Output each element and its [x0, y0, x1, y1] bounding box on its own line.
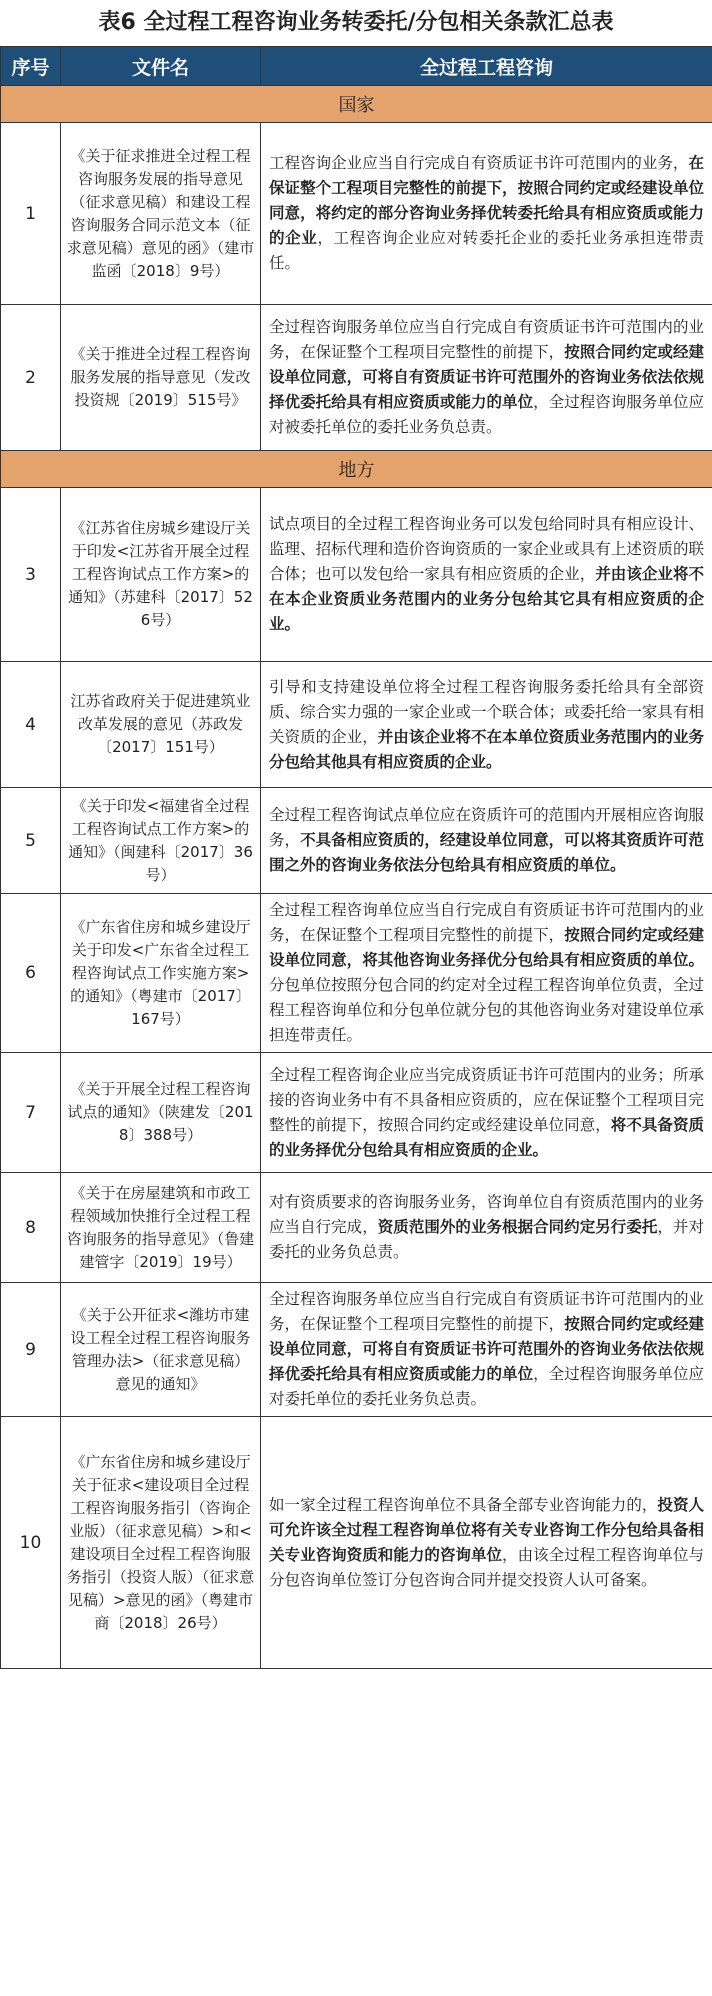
- clause-bold: 在保证整个工程项目完整性的前提下，按照合同约定或经建设单位同意，将约定的部分咨询业务择优转委托给具有相应资质或能力的企业: [269, 154, 704, 247]
- table-row: [1, 1283, 712, 1417]
- clause-normal: 全过程工程咨询企业应当完成资质证书许可范围内的业务；所承接的咨询业务中有不具备相应资质的，应在保证整个工程项目完整性的前提下，按照合同约定或经建设单位同意，: [269, 1065, 704, 1134]
- document-name: 《关于开展全过程工程咨询试点的通知》（陕建发〔2018〕388号）: [61, 1053, 261, 1173]
- row-number: 5: [1, 788, 61, 894]
- clause-bold: 不具备相应资质的，经建设单位同意，可以将其资质许可范围之外的咨询业务依法分包给具有相应资质的单位。: [269, 831, 704, 874]
- clause-text: [261, 788, 712, 894]
- clause-text: [261, 894, 712, 1053]
- row-number: 9: [1, 1283, 61, 1417]
- clause-text: [261, 662, 712, 788]
- clause-normal: ，工程咨询企业应对转委托企业的委托业务承担连带责任。: [269, 229, 704, 272]
- clause-text: [261, 1283, 712, 1417]
- clause-text: [261, 305, 712, 451]
- summary-table: [0, 46, 712, 1669]
- row-number: 3: [1, 488, 61, 662]
- clause-bold: 按照合同约定或经建设单位同意，可将自有资质证书许可范围外的咨询业务依法依规择优委托给具有相应资质或能力的单位: [269, 343, 704, 411]
- clause-normal: ，全过程咨询服务单位应对委托单位的委托业务负总责。: [269, 1365, 704, 1408]
- clause-bold: 并由该企业将不在本企业资质业务范围内的业务分包给其它具有相应资质的企业。: [269, 565, 704, 633]
- clause-normal: ，并对委托的业务负总责。: [269, 1218, 704, 1261]
- section-row-national: [1, 86, 712, 123]
- clause-text: [261, 1053, 712, 1173]
- document-name: 《广东省住房和城乡建设厅关于征求<建设项目全过程工程咨询服务指引（咨询企业版）（征求意见稿）>和<建设项目全过程工程咨询服务指引（投资人版）（征求意见稿）>意见的函》（粤建市商〔2018〕26号）: [61, 1417, 261, 1669]
- clause-normal: 工程咨询企业应当自行完成自有资质证书许可范围内的业务，: [269, 154, 689, 172]
- row-number: 7: [1, 1053, 61, 1173]
- section-row-local: [1, 451, 712, 488]
- table-row: [1, 662, 712, 788]
- table-row: [1, 123, 712, 305]
- document-name: 《广东省住房和城乡建设厅关于印发<广东省全过程工程咨询试点工作实施方案>的通知》（粤建市〔2017〕167号）: [61, 894, 261, 1053]
- clause-normal: 全过程工程咨询单位应当自行完成自有资质证书许可范围内的业务，在保证整个工程项目完整性的前提下，: [269, 901, 704, 944]
- row-number: 4: [1, 662, 61, 788]
- clause-normal: 试点项目的全过程工程咨询业务可以发包给同时具有相应设计、监理、招标代理和造价咨询资质的一家企业或具有上述资质的联合体；也可以发包给一家具有相应资质的企业，: [269, 515, 704, 583]
- table-row: [1, 894, 712, 1053]
- clause-text: [261, 1173, 712, 1283]
- document-name: 《关于公开征求<潍坊市建设工程全过程工程咨询服务管理办法>（征求意见稿）意见的通知》: [61, 1283, 261, 1417]
- clause-normal: 全过程咨询服务单位应当自行完成自有资质证书许可范围内的业务，在保证整个工程项目完整性的前提下，: [269, 1290, 704, 1333]
- document-name: 《关于推进全过程工程咨询服务发展的指导意见（发改投资规〔2019〕515号》: [61, 305, 261, 451]
- clause-bold: 投资人可允许该全过程工程咨询单位将有关专业咨询工作分包给具备相关专业咨询资质和能力的咨询单位: [269, 1495, 704, 1564]
- document-name: 江苏省政府关于促进建筑业改革发展的意见（苏政发〔2017〕151号）: [61, 662, 261, 788]
- clause-normal: 分包单位按照分包合同的约定对全过程工程咨询单位负责，全过程工程咨询单位和分包单位就分包的其他咨询业务对建设单位承担连带责任。: [269, 976, 704, 1044]
- header-content: 全过程工程咨询: [261, 47, 712, 86]
- table-title: 表6 全过程工程咨询业务转委托/分包相关条款汇总表: [98, 10, 614, 35]
- clause-normal: ，由该全过程工程咨询单位与分包咨询单位签订分包咨询合同并提交投资人认可备案。: [269, 1545, 704, 1589]
- clause-bold: 并由该企业将不在本单位资质业务范围内的业务分包给其他具有相应资质的企业。: [269, 727, 704, 771]
- row-number: 2: [1, 305, 61, 451]
- clause-normal: 对有资质要求的咨询服务业务，咨询单位自有资质范围内的业务应当自行完成，: [269, 1193, 704, 1236]
- row-number: 10: [1, 1417, 61, 1669]
- row-number: 1: [1, 123, 61, 305]
- row-number: 8: [1, 1173, 61, 1283]
- table-row: [1, 788, 712, 894]
- clause-bold: 将不具备资质的业务择优分包给具有相应资质的企业。: [269, 1115, 704, 1159]
- clause-normal: 引导和支持建设单位将全过程工程咨询服务委托给具有全部资质、综合实力强的一家企业或一个联合体；或委托给一家具有相关资质的企业，: [269, 677, 704, 746]
- clause-bold: 资质范围外的业务根据合同约定另行委托: [377, 1218, 658, 1236]
- section-label: 国家: [1, 86, 712, 123]
- clause-normal: 如一家全过程工程咨询单位不具备全部专业咨询能力的，: [269, 1495, 658, 1514]
- clause-bold: 按照合同约定或经建设单位同意，将其他咨询业务择优分包给具有相应资质的单位。: [269, 926, 704, 969]
- document-name: 《关于征求推进全过程工程咨询服务发展的指导意见（征求意见稿）和建设工程咨询服务合同示范文本（征求意见稿）意见的函》（建市监函〔2018〕9号）: [61, 123, 261, 305]
- row-number: 6: [1, 894, 61, 1053]
- document-name: 《关于印发<福建省全过程工程咨询试点工作方案>的通知》（闽建科〔2017〕36号）: [61, 788, 261, 894]
- table-row: [1, 1417, 712, 1669]
- header-no: 序号: [1, 47, 61, 86]
- table-row: [1, 305, 712, 451]
- document-name: 《江苏省住房城乡建设厅关于印发<江苏省开展全过程工程咨询试点工作方案>的通知》（苏建科〔2017〕526号）: [61, 488, 261, 662]
- clause-text: [261, 1417, 712, 1669]
- clause-text: [261, 123, 712, 305]
- section-label: 地方: [1, 451, 712, 488]
- table-row: [1, 1173, 712, 1283]
- clause-normal: ，全过程咨询服务单位应对被委托单位的委托业务负总责。: [269, 393, 704, 436]
- clause-normal: 全过程工程咨询试点单位应在资质许可的范围内开展相应咨询服务，: [269, 806, 704, 849]
- header-document: 文件名: [61, 47, 261, 86]
- table-row: [1, 488, 712, 662]
- clause-text: [261, 488, 712, 662]
- clause-bold: 按照合同约定或经建设单位同意，可将自有资质证书许可范围外的咨询业务依法依规择优委托给具有相应资质或能力的单位: [269, 1315, 704, 1383]
- table-row: [1, 1053, 712, 1173]
- table-header-row: [1, 47, 712, 86]
- document-name: 《关于在房屋建筑和市政工程领域加快推行全过程工程咨询服务的指导意见》（鲁建建管字〔2019〕19号）: [61, 1173, 261, 1283]
- clause-normal: 全过程咨询服务单位应当自行完成自有资质证书许可范围内的业务，在保证整个工程项目完整性的前提下，: [269, 318, 704, 361]
